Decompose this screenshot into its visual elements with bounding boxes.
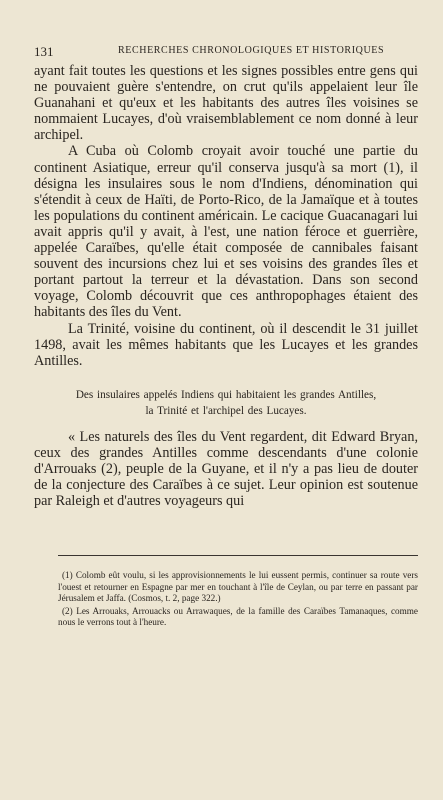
- paragraph: A Cuba où Colomb croyait avoir touché une partie du continent Asiatique, erreur qu'il conserva jusqu'à sa mort (1), il désigna les insulaires sous le nom d'Indiens, dénomination qui s'étendit à ceux de Haïti, de Porto-Rico, de la Jamaïque et à toutes les populations du continent américain. Le cacique Guacanagari lui avait appris qu'il y avait, à l'est, une nation féroce et guerrière, appelée Caraïbes, qu'elle était composée de cannibales faisant souvent des incursions chez lui et ses voisins des grandes îles et portant partout la terreur et la dévastation. Dans son second voyage, Colomb découvrit que ces anthropophages étaient des habitants des îles du Vent.: [34, 143, 418, 321]
- page-header: [34, 44, 417, 60]
- section-heading: [34, 387, 418, 419]
- main-text: [34, 63, 418, 509]
- running-title: RECHERCHES CHRONOLOGIQUES ET HISTORIQUES: [118, 45, 385, 56]
- paragraph: « Les naturels des îles du Vent regardent, dit Edward Bryan, ceux des grandes Antilles comme descendants d'une colonie d'Arrouaks (2), peuple de la Guyane, et il n'y a pas lieu de douter de la conjecture des Caraïbes à ce sujet. Leur opinion est soutenue par Raleigh et d'autres voyageurs qui: [34, 428, 418, 510]
- footnote-divider: [58, 555, 418, 556]
- footnote: (1) Colomb eût voulu, si les approvisionnements le lui eussent permis, continuer sa route vers l'ouest et retourner en Espagne par mer en touchant à l'île de Ceylan, ou par terre en passant par Jérusalem et Jaffa. (Cosmos, t. 2, page 322.): [58, 570, 418, 604]
- section-heading-line: Des insulaires appelés Indiens qui habitaient les grandes Antilles,: [75, 388, 377, 401]
- section-heading-line: la Trinité et l'archipel des Lucayes.: [145, 404, 307, 417]
- paragraph: La Trinité, voisine du continent, où il descendit le 31 juillet 1498, avait les mêmes habitants que les Lucayes et les grandes Antilles.: [34, 320, 418, 369]
- footnote: (2) Les Arrouaks, Arrouacks ou Arrawaques, de la famille des Caraïbes Tamanaques, comme nous le verrons tout à l'heure.: [58, 605, 418, 628]
- page-number: 131: [34, 44, 54, 59]
- paragraph: ayant fait toutes les questions et les signes possibles entre gens qui ne pouvaient guère s'entendre, on crut qu'ils appelaient leur île Guanahani et qu'eux et les habitants des autres îles voisines se nommaient Lucayes, d'où vraisemblablement ce nom donné à leur archipel.: [34, 63, 418, 144]
- footnotes: [58, 570, 418, 629]
